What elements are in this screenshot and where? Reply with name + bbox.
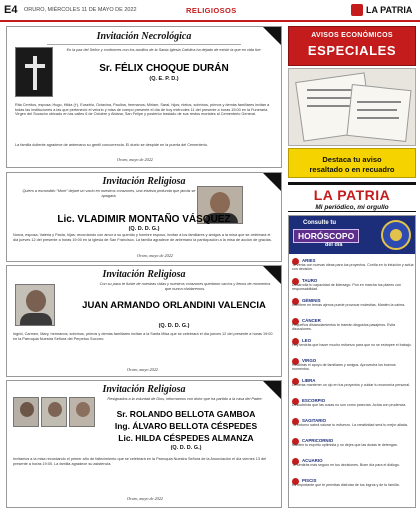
card-place-date: Oruro, mayo de 2022 <box>117 157 153 162</box>
horoscope-pre: Consulte tu <box>303 220 336 226</box>
horoscope-panel: Consulte tu HORÓSCOPO del día ARIES Te verás con nuevas ideas para tus proyectos. Confía en tu intuición y actúa con decisión. TAURO Desarrolla tu capacidad de liderazgo. Pon en marcha tus planes con responsabilidad. GÉMINIS Interfiere en temas ajenos puede provocar molestias. Mantén la calma. CÁNCER Pequeños distanciamientos te traerán disgustos pasajeros. Evita discusiones. LEO Hoy tendrás que hacer mucho esfuerzo para que no se estropee el trabajo. VIRGO Recibirás el apoyo de familiares y amigos. Aprovecha los buenos momentos. LIBRA Deberás mantener un ojo en tus proyectos y cuidar tu economía personal. ESCORPIO Descubrirás que las cosas no son como parecían. Actúa con prudencia. SAGITARIO Tu entorno sabrá valorar tu esfuerzo. La creatividad será tu mejor aliada. CAPRICORNIO Mantén tu espíritu optimista y no dejes que las dudas te detengan. ACUARIO Te sentirás más seguro en tus decisiones. Buen día para el diálogo. PISCIS Es importante que te permitas disfrutar de tus logros y de tu familia. <box>288 215 416 508</box>
card-place-date: Oruro, mayo 2022 <box>127 367 158 372</box>
deceased-suffix: (Q. D. D. G.) <box>170 445 202 451</box>
card-body: Norca, esposa; Valeria y Paola, hijas; recordando con amor a su querido y hombre esposo, invitan a los familiares y amigos a la misa que se celebrará el día jueves 12 del presente a horas 19:00 en la Iglesia de San Francisco. La familia agradece de antemano la participación a la misa de acción de gracias. <box>13 233 272 242</box>
page-number: E4 <box>4 4 18 16</box>
deceased-name: Lic. VLADIMIR MONTAÑO VÁSQUEZ <box>57 214 231 225</box>
promo-line-1: Destaca tu aviso <box>322 155 382 164</box>
deceased-suffix: (Q. D. D. G.) <box>158 323 190 329</box>
card-body: Ingrid, Carmen, Mary, hermanos; sobrinos, primos y demás familiares invitan a la Santa Misa que se celebrará el día jueves 12 del presente a horas 19:00 en la Parroquia Nuestra Señora del Perpetuo Socorro. <box>13 332 273 341</box>
cross-icon <box>33 56 37 90</box>
card-title: Invitación Necrológica <box>96 31 192 42</box>
logo-mark-icon <box>351 4 363 16</box>
header-date: ORURO, MIÉRCOLES 11 DE MAYO DE 2022 <box>24 7 137 13</box>
deceased-photo-2 <box>41 397 67 427</box>
promo-banner[interactable] <box>288 148 416 178</box>
card-intro: Quiero a escondido “Morir” dejaré un vacío en nuestros corazones, una tristeza profunda que jamás se apagará. <box>22 189 196 198</box>
card-intro: Con su paso te fuiste de nuestras vidas y nuestros corazones quedaron vacíos y llenos de momentos que nunca olvidaremos. <box>99 282 271 291</box>
card-title: Invitación Religiosa <box>102 176 186 187</box>
brand-name: LA PATRIA <box>313 187 391 203</box>
deceased-suffix: (Q. E. P. D.) <box>149 76 179 82</box>
deceased-photo-1 <box>13 397 39 427</box>
card-thanks: La familia doliente agradece de antemano su gentil concurrencia. El duelo se despide en la puerta del Cementerio. <box>15 143 208 147</box>
classifieds-image <box>288 68 416 146</box>
deceased-name: Sr. FÉLIX CHOQUE DURÁN <box>99 63 229 74</box>
religious-card-bellota <box>6 380 282 508</box>
card-body: Rita Cerritos, esposa; Hugo, Hilda (†), Eusebio, Octavina, Paulina, hermanos; Miriam, Sarai, hijos; nietos, sobrinos, primos y demás familiares invitan a todas las instituciones a las que perteneció el velorio y misa de cuerpo presente el día de hoy miércoles 11 del presente a horas 15:00 en la Funeraria Virgen del Socavón ubicado en las calles 6 de Octubre y Aldana, San Felipe y posterior traslado de sus restos mortales al Cementerio General. <box>15 103 270 117</box>
religious-card-montano <box>6 172 282 262</box>
deceased-name-1: Sr. ROLANDO BELLOTA GAMBOA <box>116 409 256 419</box>
logo-text: LA PATRIA <box>366 5 413 15</box>
title-divider <box>47 44 241 45</box>
deceased-name: JUAN ARMANDO ORLANDINI VALENCIA <box>82 300 266 311</box>
card-intro: Resignados a la voluntad de Dios, informamos con dolor que ha partido a la casa del Padre: <box>107 397 263 401</box>
deceased-name-3: Lic. HILDA CÉSPEDES ALMANZA <box>118 433 254 443</box>
card-place-date: Oruro, mayo de 2022 <box>127 496 163 501</box>
religious-card-orlandini <box>6 265 282 377</box>
horoscope-post: del día <box>325 242 343 248</box>
deceased-name-2: Ing. ÁLVARO BELLOTA CÉSPEDES <box>114 421 258 431</box>
card-title: Invitación Religiosa <box>102 384 186 395</box>
page-header <box>0 0 420 22</box>
promo-line-2: resaltado o en recuadro <box>309 165 395 174</box>
newspaper-page-icon <box>346 84 411 142</box>
brand-banner[interactable] <box>288 182 416 212</box>
obituary-card-choque <box>6 26 282 168</box>
card-place-date: Oruro, mayo de 2022 <box>137 253 173 258</box>
deceased-photo <box>15 284 55 326</box>
classifieds-banner[interactable] <box>288 26 416 66</box>
classifieds-line-1: AVISOS ECONÓMICOS <box>311 32 393 39</box>
card-intro: En la paz del Señor y conformes con los auxilios de la Santa Iglesia Católica ha dejado de existir la que en vida fue: <box>66 48 262 52</box>
newspaper-logo[interactable] <box>351 2 415 18</box>
deceased-suffix: (Q. D. D. G.) <box>128 226 160 232</box>
zodiac-wheel-icon <box>381 220 411 250</box>
horoscope-title: HORÓSCOPO <box>293 229 359 243</box>
classifieds-line-2: ESPECIALES <box>307 43 397 58</box>
card-title: Invitación Religiosa <box>102 269 186 280</box>
brand-slogan: Mi periódico, mi orgullo <box>315 204 389 211</box>
card-body: Invitamos a la misa recordando el primer año de fallecimiento que se celebrará en la Parroquia Nuestra Señora de la Anunciación el día viernes 13 del presente a horas 19:00. La familia agradece su asistencia. <box>13 457 267 466</box>
section-title: RELIGIOSOS <box>186 6 237 15</box>
